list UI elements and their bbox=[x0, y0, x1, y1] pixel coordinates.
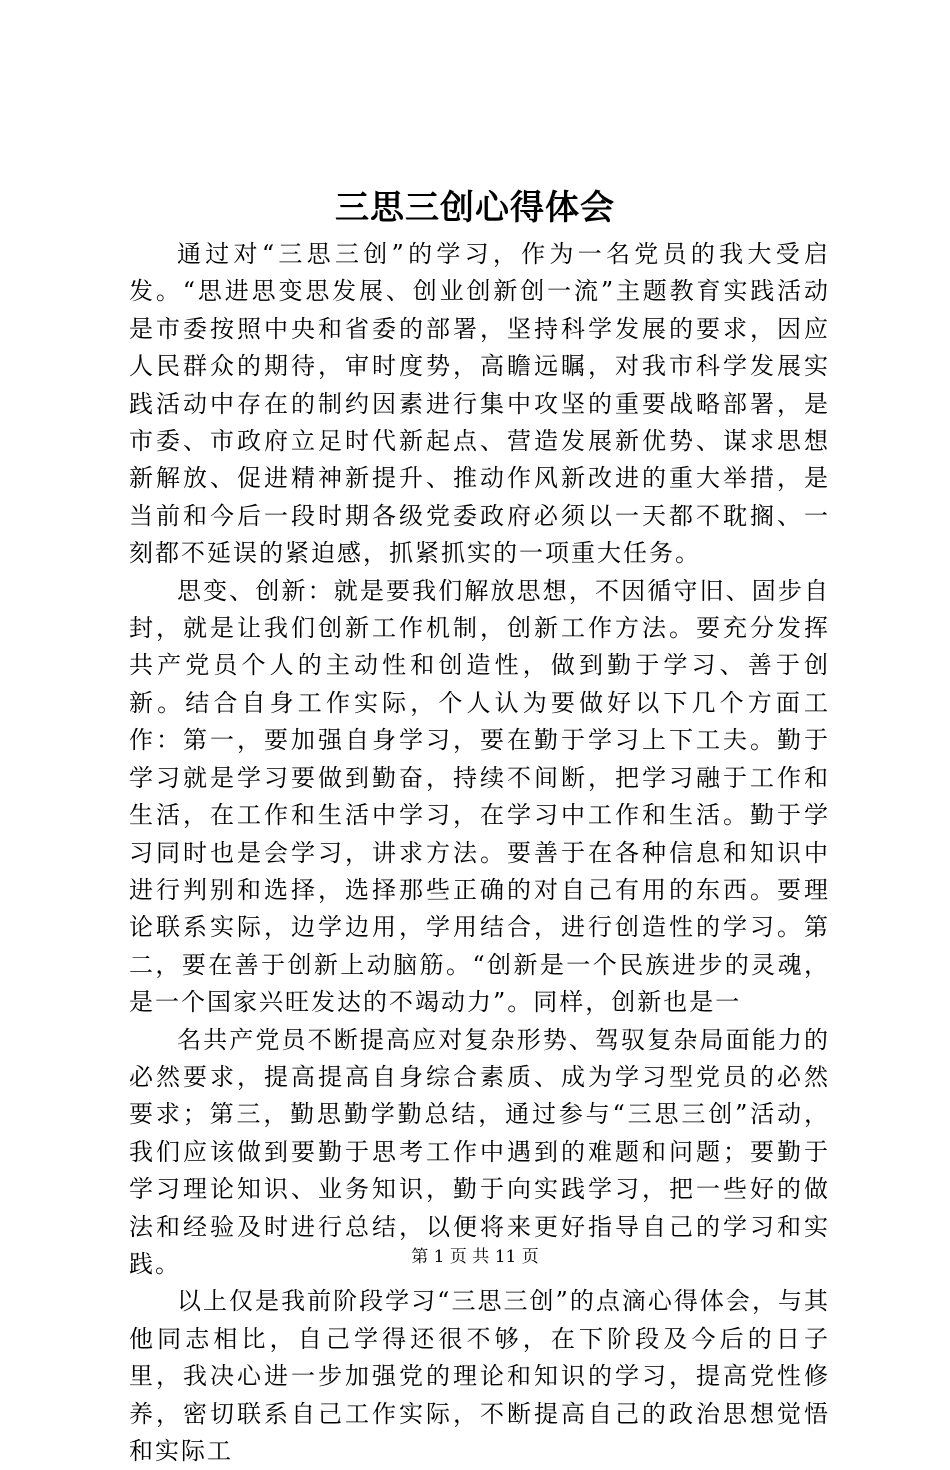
paragraph-2: 思变、创新：就是要我们解放思想，不因循守旧、固步自封，就是让我们创新工作机制，创新工作方法。要充分发挥共产党员个人的主动性和创造性，做到勤于学习、善于创新。结合自身工作实际，个人认为要做好以下几个方面工作：第一，要加强自身学习，要在勤于学习上下工夫。勤于学习就是学习要做到勤奋，持续不间断，把学习融于工作和生活，在工作和生活中学习，在学习中工作和生活。勤于学习同时也是会学习，讲求方法。要善于在各种信息和知识中进行判别和选择，选择那些正确的对自己有用的东西。要理论联系实际，边学边用，学用结合，进行创造性的学习。第二，要在善于创新上动脑筋。“创新是一个民族进步的灵魂，是一个国家兴旺发达的不竭动力”。同样，创新也是一 bbox=[129, 576, 830, 1017]
document-title: 三思三创心得体会 bbox=[335, 188, 615, 228]
paragraph-3: 名共产党员不断提高应对复杂形势、驾驭复杂局面能力的必然要求，提高提高自身综合素质、成为学习型党员的必然要求；第三，勤思勤学勤总结，通过参与“三思三创”活动，我们应该做到要勤于思考工作中遇到的难题和问题；要勤于学习理论知识、业务知识，勤于向实践学习，把一些好的做法和经验及时进行总结，以便将来更好指导自己的学习和实践。 bbox=[129, 1025, 830, 1278]
document-body bbox=[129, 236, 830, 1470]
page-number-footer: 第 1 页 共 11 页 bbox=[411, 1247, 539, 1267]
paragraph-1: 通过对“三思三创”的学习，作为一名党员的我大受启发。“思进思变思发展、创业创新创一流”主题教育实践活动是市委按照中央和省委的部署，坚持科学发展的要求，因应人民群众的期待，审时度势，高瞻远瞩，对我市科学发展实践活动中存在的制约因素进行集中攻坚的重要战略部署，是市委、市政府立足时代新起点、营造发展新优势、谋求思想新解放、促进精神新提升、推动作风新改进的重大举措，是当前和今后一段时期各级党委政府必须以一天都不耽搁、一刻都不延误的紧迫感，抓紧抓实的一项重大任务。 bbox=[129, 240, 830, 568]
paragraph-4: 以上仅是我前阶段学习“三思三创”的点滴心得体会，与其他同志相比，自己学得还很不够，在下阶段及今后的日子里，我决心进一步加强党的理论和知识的学习，提高党性修养，密切联系自己工作实际，不断提高自己的政治思想觉悟和实际工 bbox=[129, 1287, 830, 1465]
